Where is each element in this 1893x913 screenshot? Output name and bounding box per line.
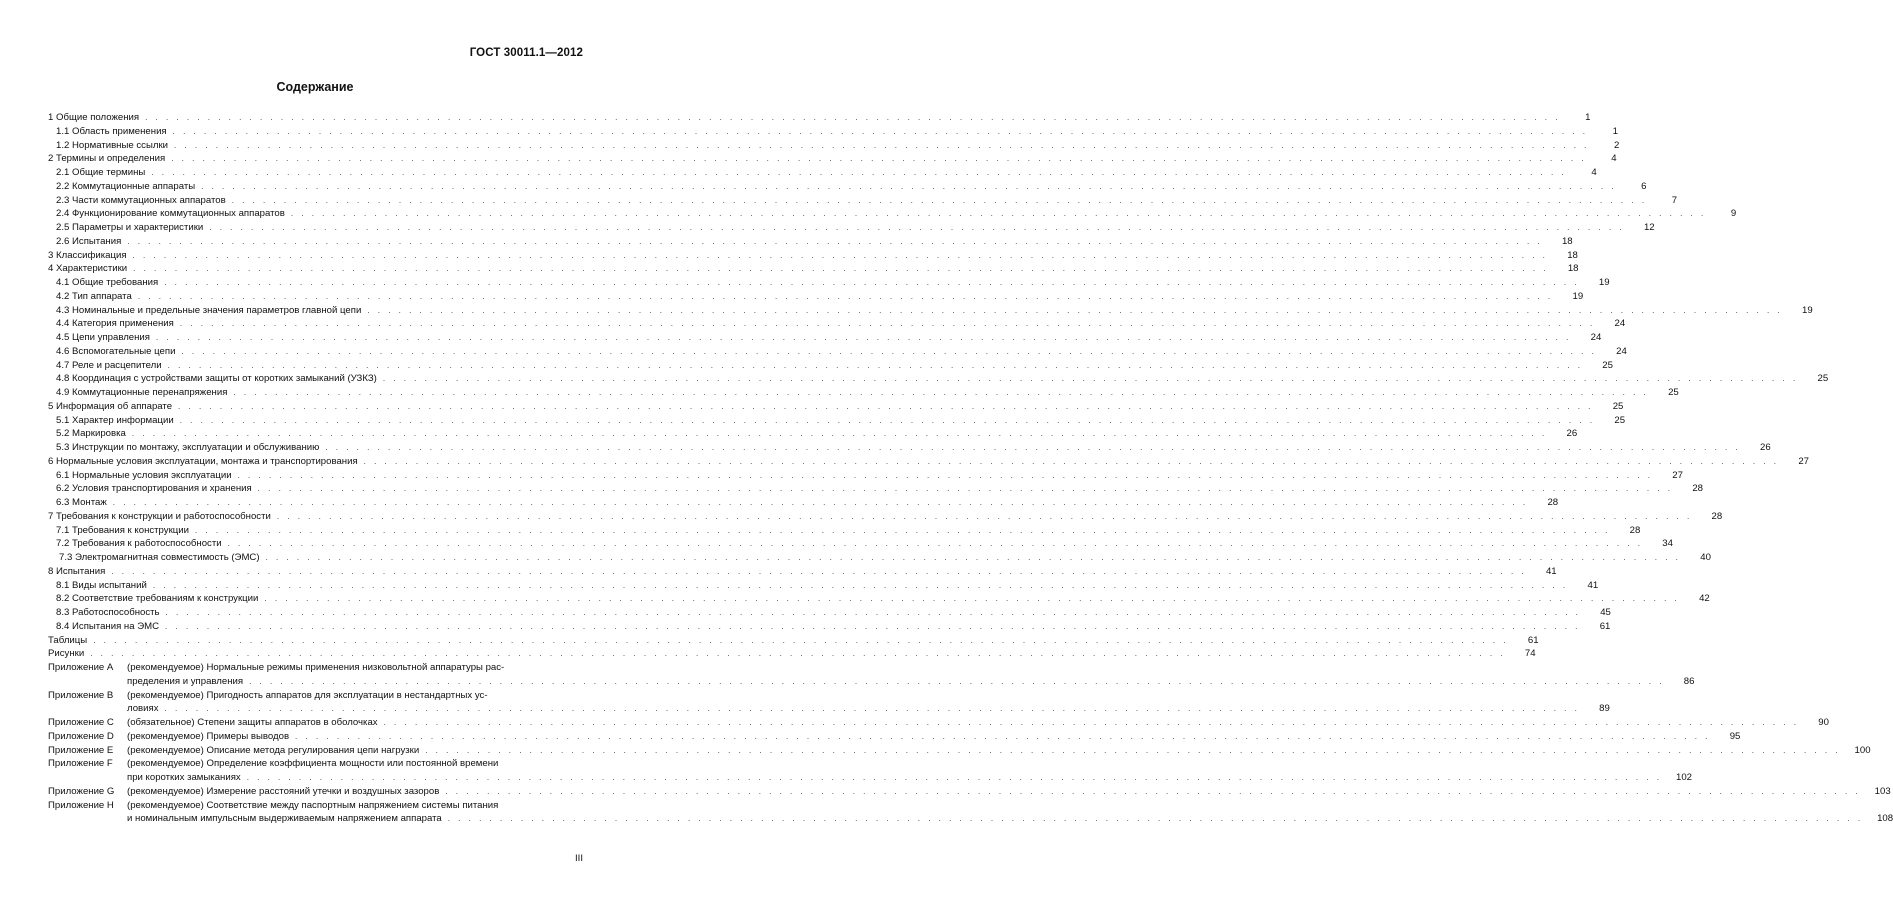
toc-entry	[48, 166, 1597, 180]
toc-entry-page: 40	[1700, 552, 1711, 563]
appendix-line	[127, 675, 1694, 689]
toc-entry-title: Рисунки	[48, 648, 85, 660]
toc-entry-title: 5.3 Инструкции по монтажу, эксплуатации и обслуживанию	[56, 442, 320, 453]
leader-dots	[113, 496, 1528, 510]
toc-entry	[48, 276, 1610, 290]
toc-entry-page: 25	[1614, 414, 1626, 426]
appendix-body	[127, 757, 1692, 785]
appendix-page: 89	[1599, 703, 1610, 715]
leader-dots	[93, 634, 1508, 648]
leader-dots	[384, 716, 1799, 730]
leader-dots	[178, 400, 1593, 414]
appendix-entry	[48, 730, 1741, 744]
leader-dots	[367, 304, 1782, 318]
toc-entry	[48, 469, 1683, 483]
appendix-body	[127, 785, 1891, 799]
standard-header: ГОСТ 30011.1—2012	[469, 47, 583, 59]
toc-entry-page: 41	[1545, 565, 1557, 577]
appendix-title-line: ловиях	[127, 703, 159, 715]
toc-entry	[48, 634, 1539, 648]
toc-entry-title: 8.3 Работоспособность	[56, 607, 160, 618]
toc-entry-title: 4 Характеристики	[48, 263, 128, 275]
appendix-page: 102	[1676, 772, 1693, 783]
toc-entry-title: 6 Нормальные условия эксплуатации, монтажа и транспортирования	[48, 455, 358, 467]
leader-dots	[181, 345, 1596, 359]
appendix-page: 95	[1729, 730, 1741, 742]
toc-entry-page: 24	[1590, 332, 1602, 343]
toc-entry	[48, 249, 1578, 263]
toc-entry-page: 74	[1524, 648, 1536, 660]
toc-entry-page: 24	[1614, 318, 1626, 330]
toc-entry-title: 2.4 Функционирование коммутационных аппаратов	[56, 208, 285, 220]
toc-entry	[48, 510, 1723, 524]
leader-dots	[264, 592, 1679, 606]
toc-entry-page: 28	[1547, 497, 1559, 508]
toc-entry	[48, 551, 1711, 565]
toc-entry	[48, 180, 1647, 194]
leader-dots	[232, 194, 1647, 208]
toc-entry-page: 1	[1612, 125, 1618, 137]
toc-entry-title: 4.1 Общие требования	[56, 277, 159, 288]
appendix-label: Приложение С	[48, 717, 114, 728]
toc-entry-title: 4.7 Реле и расцепители	[56, 359, 162, 371]
toc-entry-page: 45	[1600, 607, 1611, 618]
leader-dots	[180, 414, 1595, 428]
toc-entry	[48, 290, 1584, 304]
toc-entry	[48, 482, 1704, 496]
toc-entry-page: 61	[1599, 620, 1611, 632]
toc-entry-title: 8.1 Виды испытаний	[56, 579, 147, 591]
appendix-line	[127, 689, 1610, 703]
toc-entry-page: 24	[1616, 345, 1627, 357]
appendix-title-line: при коротких замыканиях	[127, 772, 241, 783]
toc-entry-title: 5 Информация об аппарате	[48, 400, 173, 412]
toc-entry-title: 7.1 Требования к конструкции	[56, 524, 189, 536]
appendix-title-line: и номинальным импульсным выдерживаемым напряжением аппарата	[127, 813, 442, 825]
toc-entry-title: 6.1 Нормальные условия эксплуатации	[56, 469, 232, 481]
appendix-label: Приложение Н	[48, 799, 114, 811]
toc-entry-title: 6.2 Условия транспортирования и хранения	[56, 483, 252, 495]
appendix-line	[127, 661, 1694, 675]
leader-dots	[156, 331, 1571, 345]
toc-entry-page: 2	[1614, 139, 1620, 151]
toc-entry	[48, 207, 1737, 221]
toc-entry-title: 4.5 Цепи управления	[56, 332, 150, 343]
appendix-entry	[48, 785, 1891, 799]
leader-dots	[168, 359, 1583, 373]
leader-dots	[111, 565, 1526, 579]
appendix-line	[127, 716, 1829, 730]
toc-entry-title: 4.2 Тип аппарата	[56, 290, 132, 302]
toc-entry-title: 2.5 Параметры и характеристики	[56, 222, 204, 233]
leader-dots	[249, 675, 1664, 689]
toc-entry	[48, 414, 1626, 428]
leader-dots	[164, 276, 1579, 290]
toc-entry	[48, 524, 1641, 538]
toc-entry	[48, 111, 1591, 125]
toc-entry-page: 18	[1567, 249, 1578, 261]
toc-entry-title: 4.3 Номинальные и предельные значения параметров главной цепи	[56, 304, 362, 316]
leader-dots	[266, 551, 1681, 565]
leader-dots	[295, 730, 1710, 744]
appendix-title-line: (рекомендуемое) Описание метода регулирования цепи нагрузки	[127, 744, 420, 756]
leader-dots	[195, 524, 1610, 538]
toc-entry-page: 19	[1598, 277, 1610, 288]
page-title: Содержание	[276, 80, 354, 94]
appendix-label: Приложение А	[48, 662, 114, 673]
toc-entry	[48, 592, 1710, 606]
toc-entry-page: 27	[1672, 469, 1683, 481]
toc-entry-title: 8.4 Испытания на ЭМС	[56, 620, 160, 632]
toc-entry-title: 1.1 Область применения	[56, 125, 167, 137]
leader-dots	[209, 221, 1624, 235]
toc-entry-title: 2.6 Испытания	[56, 235, 122, 247]
leader-dots	[127, 235, 1542, 249]
toc-entry-page: 25	[1602, 359, 1613, 371]
leader-dots	[364, 455, 1779, 469]
appendix-line	[127, 812, 1893, 826]
appendix-body	[127, 744, 1871, 758]
appendix-line	[127, 757, 1692, 771]
appendix-title-line: (рекомендуемое) Измерение расстояний утечки и воздушных зазоров	[127, 785, 440, 797]
leader-dots	[173, 125, 1588, 139]
leader-dots	[383, 372, 1798, 386]
toc-entry-title: 2.2 Коммутационные аппараты	[56, 180, 196, 192]
leader-dots	[145, 111, 1560, 125]
toc-entry	[48, 125, 1618, 139]
toc-entry	[48, 455, 1809, 469]
leader-dots	[448, 812, 1863, 826]
appendix-page: 100	[1854, 744, 1871, 756]
toc-entry	[48, 565, 1557, 579]
appendix-line	[127, 744, 1871, 758]
leader-dots	[133, 249, 1548, 263]
toc-entry-page: 28	[1692, 483, 1704, 495]
appendix-line	[127, 730, 1740, 744]
appendix-title-line: пределения и управления	[127, 675, 244, 687]
leader-dots	[90, 647, 1505, 661]
toc-entry	[48, 386, 1679, 400]
leader-dots	[171, 152, 1586, 166]
appendix-body	[127, 730, 1740, 744]
leader-dots	[258, 482, 1673, 496]
toc-entry	[48, 359, 1613, 373]
toc-entry-page: 26	[1566, 428, 1578, 440]
leader-dots	[233, 386, 1648, 400]
toc-entry	[48, 317, 1626, 331]
toc-entry-title: 7 Требования к конструкции и работоспособности	[48, 510, 271, 522]
toc-entry-title: Таблицы	[48, 634, 88, 646]
appendix-entry	[48, 716, 1829, 730]
toc-entry	[48, 345, 1627, 359]
toc-entry	[48, 372, 1829, 386]
leader-dots	[425, 744, 1840, 758]
toc-entry	[48, 194, 1678, 208]
appendix-line	[127, 702, 1610, 716]
appendix-title-line: (рекомендуемое) Примеры выводов	[127, 730, 290, 742]
toc-entry	[48, 400, 1624, 414]
leader-dots	[151, 166, 1566, 180]
toc-entry	[48, 647, 1536, 661]
appendix-label: Приложение В	[48, 689, 114, 701]
leader-dots	[201, 180, 1616, 194]
appendix-title-line: (рекомендуемое) Определение коэффициента мощности или постоянной времени	[127, 758, 499, 770]
toc-entry-page: 42	[1699, 593, 1710, 605]
toc-entry-title: 6.3 Монтаж	[56, 497, 107, 508]
toc-entry-title: 2 Термины и определения	[48, 153, 166, 165]
appendix-entry	[48, 744, 1871, 758]
toc-entry-title: 1.2 Нормативные ссылки	[56, 139, 169, 151]
toc-entry	[48, 152, 1617, 166]
leader-dots	[291, 207, 1706, 221]
toc-entry-page: 19	[1801, 304, 1813, 316]
toc-entry	[48, 221, 1655, 235]
leader-dots	[132, 427, 1547, 441]
toc-entry-title: 7.2 Требования к работоспособности	[56, 538, 222, 550]
appendix-page: 108	[1877, 813, 1893, 825]
toc-entry-page: 25	[1668, 387, 1679, 398]
appendix-title-line: (рекомендуемое) Нормальные режимы применения низковольтной аппаратуры рас-	[127, 662, 505, 673]
appendix-line	[127, 771, 1692, 785]
toc-entry	[48, 262, 1579, 276]
appendix-body	[127, 661, 1694, 689]
toc-entry-page: 7	[1671, 194, 1678, 206]
appendix-entry	[48, 799, 1893, 827]
toc-entry-title: 1 Общие положения	[48, 112, 140, 123]
leader-dots	[138, 290, 1553, 304]
leader-dots	[325, 441, 1740, 455]
appendix-title-line: (рекомендуемое) Пригодность аппаратов для эксплуатации в нестандартных ус-	[127, 689, 488, 701]
toc-entry-page: 18	[1561, 235, 1573, 247]
toc-entry-page: 9	[1730, 208, 1737, 220]
toc-entry-title: 2.1 Общие термины	[56, 167, 146, 178]
toc-entry-title: 7.3 Электромагнитная совместимость (ЭМС)	[59, 552, 260, 563]
toc-entry-title: 8.2 Соответствие требованиям к конструкции	[56, 593, 259, 605]
toc-entry	[48, 235, 1573, 249]
toc-entry-title: 8 Испытания	[48, 565, 106, 577]
toc-entry-page: 1	[1585, 112, 1591, 123]
toc-entry	[48, 441, 1771, 455]
toc-entry	[48, 579, 1599, 593]
toc-entry-title: 5.2 Маркировка	[56, 428, 126, 440]
appendix-title-line: (обязательное) Степени защиты аппаратов в оболочках	[127, 717, 378, 728]
toc-entry	[48, 304, 1813, 318]
toc-entry-page: 6	[1641, 180, 1647, 192]
leader-dots	[174, 139, 1589, 153]
toc-entry-title: 4.8 Координация с устройствами защиты от коротких замыканий (УЗКЗ)	[56, 373, 377, 385]
leader-dots	[133, 262, 1548, 276]
appendix-line	[127, 799, 1893, 813]
appendix-title-line: (рекомендуемое) Соответствие между паспортным напряжением системы питания	[127, 799, 499, 811]
toc-entry	[48, 606, 1611, 620]
appendix-entry	[48, 661, 1695, 689]
appendix-label: Приложение G	[48, 785, 115, 797]
appendix-label: Приложение Е	[48, 744, 114, 756]
toc-entry-page: 18	[1567, 263, 1579, 275]
leader-dots	[180, 317, 1595, 331]
toc-entry-page: 12	[1643, 222, 1655, 233]
page-number: III	[575, 853, 583, 864]
toc-entry-title: 2.3 Части коммутационных аппаратов	[56, 194, 226, 206]
appendix-body	[127, 799, 1893, 827]
toc-entry-page: 28	[1629, 524, 1641, 536]
appendix-page: 90	[1818, 717, 1829, 728]
leader-dots	[445, 785, 1860, 799]
toc-entry-page: 34	[1662, 538, 1673, 550]
toc-entry-page: 4	[1611, 153, 1617, 165]
appendix-page: 103	[1874, 785, 1891, 797]
toc-entry-title: 3 Классификация	[48, 249, 127, 261]
toc-entry-page: 26	[1760, 442, 1771, 453]
toc-entry-page: 61	[1527, 634, 1539, 646]
leader-dots	[166, 606, 1581, 620]
toc-entry-page: 41	[1587, 579, 1599, 591]
leader-dots	[228, 537, 1643, 551]
appendix-body	[127, 689, 1610, 717]
appendix-entry	[48, 689, 1610, 717]
toc-entry-title: 5.1 Характер информации	[56, 414, 174, 426]
toc-entry-title: 4.9 Коммутационные перенапряжения	[56, 387, 228, 398]
toc-entry	[48, 139, 1620, 153]
toc-entry-page: 4	[1591, 167, 1597, 178]
toc-entry-page: 25	[1612, 400, 1624, 412]
toc-entry-page: 25	[1817, 373, 1829, 385]
appendix-label: Приложение D	[48, 730, 114, 742]
toc-entry	[48, 537, 1673, 551]
appendix-page: 86	[1683, 675, 1695, 687]
appendix-label: Приложение F	[48, 758, 113, 770]
toc-entry	[48, 331, 1602, 345]
toc-entry	[48, 620, 1611, 634]
table-of-contents	[48, 111, 1893, 826]
leader-dots	[165, 620, 1580, 634]
toc-entry-title: 4.4 Категория применения	[56, 318, 174, 330]
toc-entry-title: 4.6 Вспомогательные цепи	[56, 345, 176, 357]
leader-dots	[153, 579, 1568, 593]
toc-entry-page: 28	[1711, 510, 1723, 522]
toc-entry	[48, 496, 1559, 510]
toc-entry-page: 19	[1572, 290, 1584, 302]
appendix-body	[127, 716, 1829, 730]
leader-dots	[165, 702, 1580, 716]
toc-entry	[48, 427, 1578, 441]
appendix-entry	[48, 757, 1693, 785]
toc-entry-page: 27	[1798, 455, 1809, 467]
appendix-line	[127, 785, 1891, 799]
leader-dots	[238, 469, 1653, 483]
leader-dots	[277, 510, 1692, 524]
leader-dots	[247, 771, 1662, 785]
